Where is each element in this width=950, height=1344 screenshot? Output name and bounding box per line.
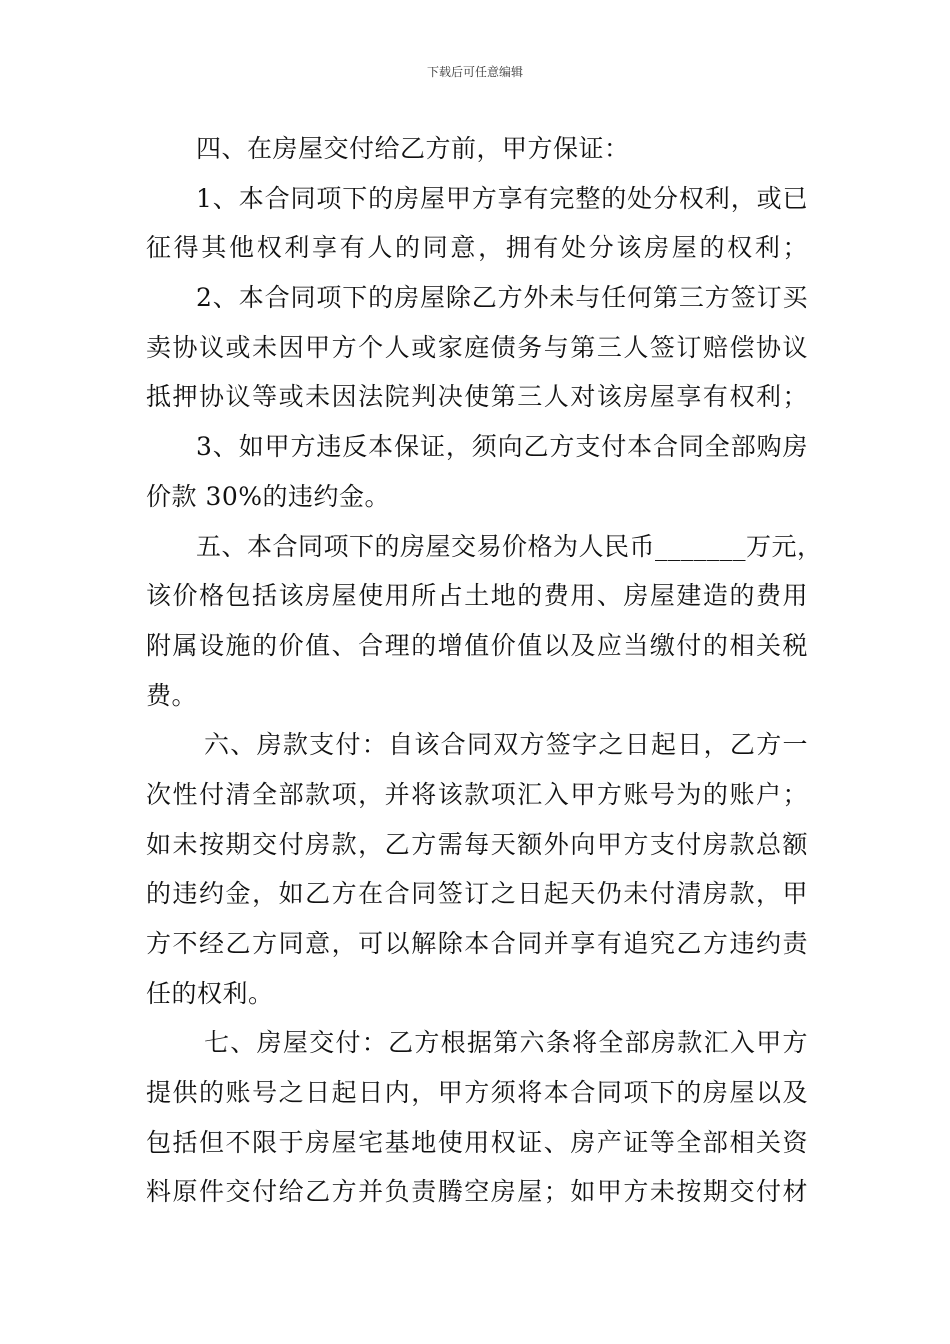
page-header-note: 下载后可任意编辑	[426, 65, 523, 79]
clause-7-line-3: 包括但不限于房屋宅基地使用权证、房产证等全部相关资	[146, 1127, 808, 1157]
clause-7-line-1: 七、房屋交付：乙方根据第六条将全部房款汇入甲方	[204, 1028, 808, 1058]
clause-5-line-4: 费。	[146, 680, 198, 710]
clause-4-item-2-line-3: 抵押协议等或未因法院判决使第三人对该房屋享有权利；	[146, 382, 808, 412]
clause-6-line-1: 六、房款支付：自该合同双方签字之日起日，乙方一	[204, 730, 808, 760]
clause-5-line-1: 五、本合同项下的房屋交易价格为人民币_______万元，	[196, 531, 823, 561]
clause-6-line-4: 的违约金，如乙方在合同签订之日起天仍未付清房款，甲	[146, 879, 808, 909]
clause-5-line-3: 附属设施的价值、合理的增值价值以及应当缴付的相关税	[146, 630, 808, 660]
clause-4-item-2-line-1: 2、本合同项下的房屋除乙方外未与任何第三方签订买	[196, 283, 808, 313]
clause-4-item-1-line-1: 1、本合同项下的房屋甲方享有完整的处分权利，或已	[196, 183, 808, 213]
clause-4-item-1-line-2: 征得其他权利享有人的同意，拥有处分该房屋的权利；	[146, 233, 808, 263]
clause-7-line-4: 料原件交付给乙方并负责腾空房屋；如甲方未按期交付材	[146, 1177, 808, 1207]
clause-7-line-2: 提供的账号之日起日内，甲方须将本合同项下的房屋以及	[146, 1078, 808, 1108]
clause-4-item-2-line-2: 卖协议或未因甲方个人或家庭债务与第三人签订赔偿协议	[146, 332, 808, 362]
contract-body	[146, 124, 823, 1217]
clause-5-line-2: 该价格包括该房屋使用所占土地的费用、房屋建造的费用	[146, 581, 808, 611]
clause-6-line-3: 如未按期交付房款，乙方需每天额外向甲方支付房款总额	[146, 829, 808, 859]
clause-6-line-5: 方不经乙方同意，可以解除本合同并享有追究乙方违约责	[146, 929, 808, 958]
clause-4-item-3-line-1: 3、如甲方违反本保证，须向乙方支付本合同全部购房	[196, 432, 808, 462]
clause-4-heading: 四、在房屋交付给乙方前，甲方保证：	[196, 134, 630, 163]
clause-6-line-6: 任的权利。	[146, 978, 274, 1008]
clause-6-line-2: 次性付清全部款项，并将该款项汇入甲方账号为的账户；	[146, 779, 808, 809]
clause-4-item-3-line-2: 价款 30%的违约金。	[146, 481, 391, 511]
